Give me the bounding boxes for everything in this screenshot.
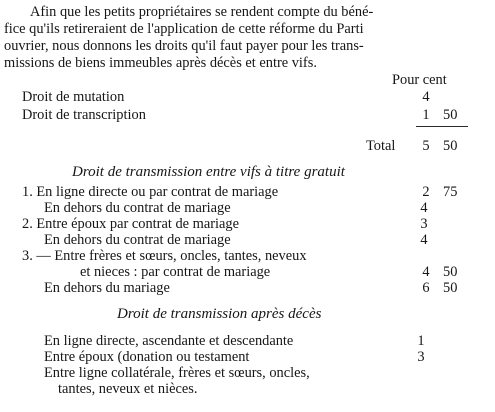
row-units: 4	[420, 200, 428, 216]
row-label: En ligne directe, ascendante et descendante	[44, 333, 294, 349]
row-label: et nieces : par contrat de mariage	[80, 264, 271, 280]
total-rule	[416, 126, 468, 127]
total-cents: 50	[443, 138, 458, 154]
row-cents: 50	[443, 280, 458, 296]
row-units: 2	[422, 184, 430, 200]
row-label: 2. Entre époux par contrat de mariage	[22, 216, 239, 232]
row-label: En dehors du contrat de mariage	[44, 232, 231, 248]
row-units: 1	[422, 107, 430, 123]
column-header: Pour cent	[392, 72, 447, 88]
row-units: 4	[422, 264, 430, 280]
row-label: Entre époux (donation ou testament	[44, 349, 250, 365]
row-label: Entre ligne collatérale, frères et sœurs, oncles,	[44, 365, 310, 381]
row-units: 6	[422, 280, 430, 296]
row-label: Droit de mutation	[22, 89, 125, 105]
row-label: tantes, neveux et nièces.	[58, 381, 198, 397]
row-label: 1. En ligne directe ou par contrat de mariage	[22, 184, 279, 200]
row-label: En dehors du mariage	[44, 280, 170, 296]
row-cents: 75	[443, 184, 458, 200]
section-title: Droit de transmission après décès	[117, 306, 322, 322]
row-cents: 50	[443, 264, 458, 280]
row-cents: 50	[443, 107, 458, 123]
row-units: 3	[420, 216, 428, 232]
row-units: 1	[417, 333, 425, 349]
intro-paragraph	[4, 4, 492, 72]
intro-line: ouvrier, nous donnons les droits qu'il faut payer pour les trans-	[4, 38, 364, 54]
row-units: 4	[422, 89, 430, 105]
section-title: Droit de transmission entre vifs à titre gratuit	[72, 164, 345, 180]
intro-line: missions de biens immeubles après décès et entre vifs.	[4, 55, 317, 71]
row-units: 4	[420, 232, 428, 248]
row-label: Droit de transcription	[22, 107, 146, 123]
row-label: 3. — Entre frères et sœurs, oncles, tantes, neveux	[22, 248, 307, 264]
intro-line: fice qu'ils retireraient de l'application de cette réforme du Parti	[4, 21, 364, 37]
total-label: Total	[366, 138, 396, 154]
row-units: 3	[417, 349, 425, 365]
row-label: En dehors du contrat de mariage	[44, 200, 231, 216]
total-units: 5	[422, 138, 430, 154]
intro-line: Afin que les petits propriétaires se rendent compte du béné-	[30, 4, 374, 20]
